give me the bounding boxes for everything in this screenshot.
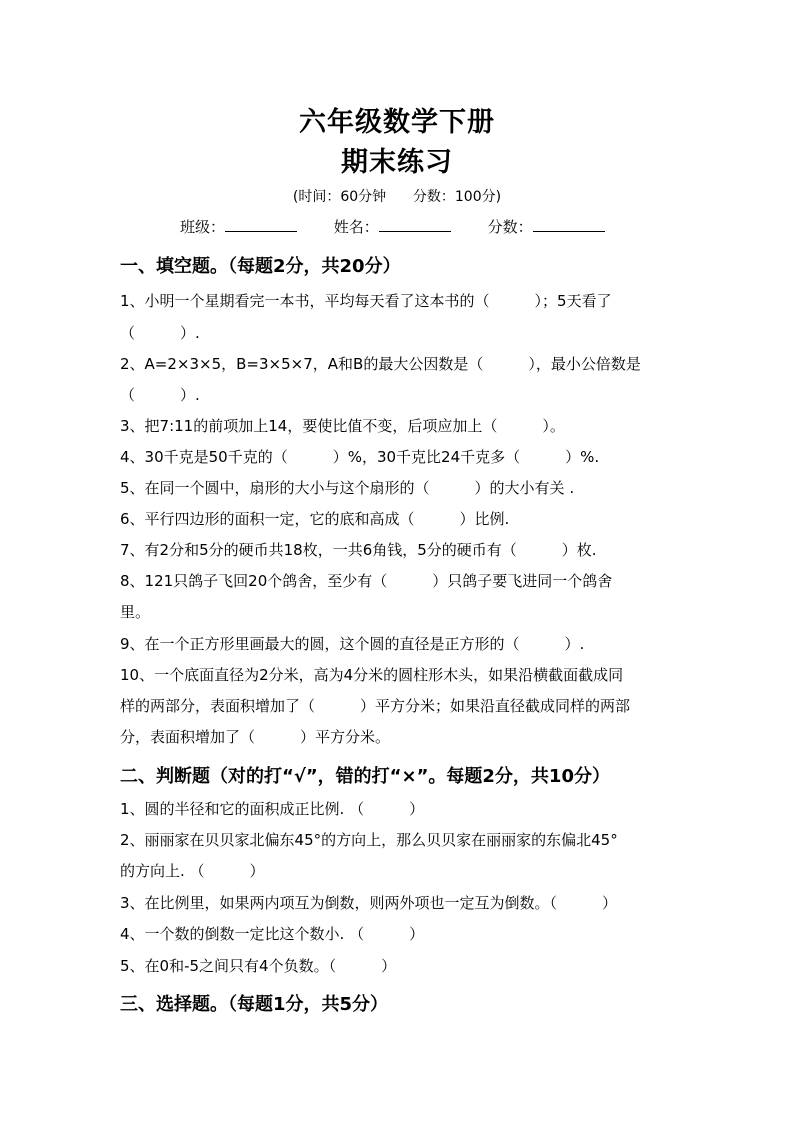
total-score: 分数：100分) <box>412 189 502 205</box>
question-line: 5、在同一个圆中，扇形的大小与这个扇形的（ ）的大小有关 . <box>120 479 575 497</box>
question-line: （ ）. <box>120 386 200 404</box>
question-line: 10、一个底面直径为2分米，高为4分米的圆柱形木头，如果沿横截面截成同 <box>120 666 624 684</box>
question-line: 5、在0和-5之间只有4个负数。（ ） <box>120 957 397 975</box>
question-line: 里。 <box>120 603 151 621</box>
section-fill-in: 一、填空题。（每题2分，共20分） <box>120 256 401 277</box>
question-line: 1、小明一个星期看完一本书，平均每天看了这本书的（ ）；5天看了 <box>120 292 612 310</box>
question-line: 2、丽丽家在贝贝家北偏东45°的方向上，那么贝贝家在丽丽家的东偏北45° <box>120 831 618 849</box>
question-line: 样的两部分，表面积增加了（ ）平方分米；如果沿直径截成同样的两部 <box>120 697 631 715</box>
question-line: （ ）. <box>120 324 200 342</box>
question-line: 7、有2分和5分的硬币共18枚，一共6角钱，5分的硬币有（ ）枚. <box>120 541 597 559</box>
name-label: 姓名： <box>333 218 379 236</box>
question-line: 8、121只鸽子飞回20个鸽舍，至少有（ ）只鸽子要飞进同一个鸽舍 <box>120 572 613 590</box>
class-blank <box>225 217 297 232</box>
question-line: 分，表面积增加了（ ）平方分米。 <box>120 728 391 746</box>
score-label: 分数： <box>487 218 533 236</box>
class-label: 班级： <box>180 218 226 236</box>
question-line: 3、把7:11的前项加上14，要使比值不变，后项应加上（ ）。 <box>120 417 565 435</box>
page-title: 六年级数学下册 <box>299 107 495 138</box>
question-line: 9、在一个正方形里画最大的圆，这个圆的直径是正方形的（ ）. <box>120 635 585 653</box>
section-multiple-choice: 三、选择题。（每题1分，共5分） <box>120 994 389 1015</box>
name-blank <box>379 217 451 232</box>
section-true-false: 二、判断题（对的打“√”，错的打“×”。每题2分，共10分） <box>120 766 610 787</box>
question-line: 4、一个数的倒数一定比这个数小. （ ） <box>120 925 425 943</box>
score-blank <box>533 217 605 232</box>
question-line: 6、平行四边形的面积一定，它的底和高成（ ）比例. <box>120 510 510 528</box>
question-line: 1、圆的半径和它的面积成正比例. （ ） <box>120 800 425 818</box>
student-info-row <box>180 216 605 237</box>
question-line: 2、A=2×3×5，B=3×5×7，A和B的最大公因数是（ ），最小公倍数是 <box>120 355 641 373</box>
time-limit: (时间：60分钟 <box>292 189 387 205</box>
question-line: 的方向上. （ ） <box>120 862 265 880</box>
question-line: 3、在比例里，如果两内项互为倒数，则两外项也一定互为倒数。（ ） <box>120 894 618 912</box>
page-subtitle: 期末练习 <box>341 147 453 178</box>
question-line: 4、30千克是50千克的（ ）%，30千克比24千克多（ ）%. <box>120 448 600 466</box>
exam-meta <box>0 186 794 206</box>
